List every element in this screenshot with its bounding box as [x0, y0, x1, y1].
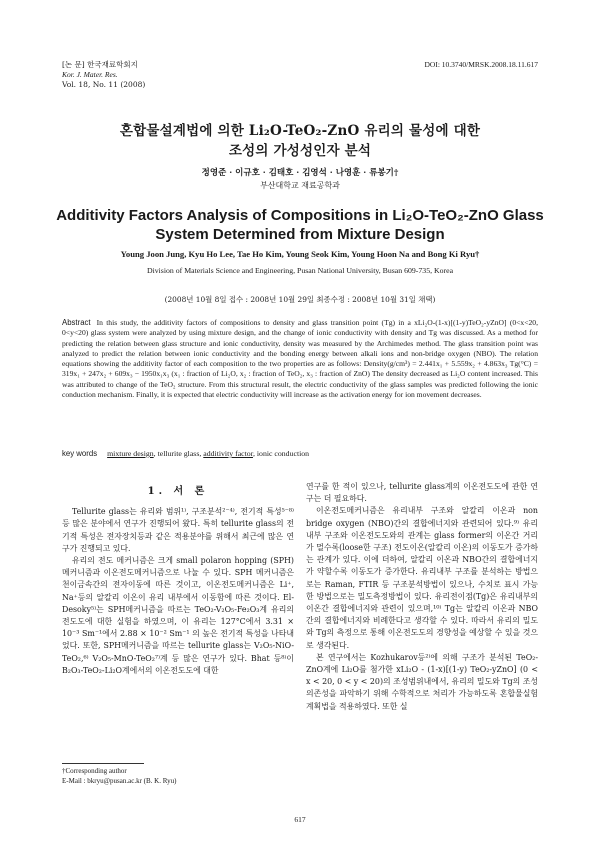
intro-paragraph-3: 연구를 한 적이 있으나, tellurite glass계의 이온전도도에 관한 연구는 더 필요하다. — [306, 482, 538, 504]
section-title-introduction: 1. 서 론 — [147, 486, 209, 497]
journal-volume: Vol. 18, No. 11 (2008) — [62, 80, 146, 89]
intro-paragraph-4: 이온전도메커니즘은 유리내부 구조와 알칼리 이온과 non bridge oxygen (NBO)간의 결합에너지와 관련되어 있다.⁹⁾ 유리내부 구조와 이온전도도와의 관계는 glass former의 이온간 거리가 멀수록(loose한 구조) 전도이온(알칼리 이온)의 이동도가 증가하는 관계가 있다. 이에 더하여, 알칼리 이온과 NBO간의 결합에너지가 약할수록 이동도가 증가한다. 유리내부 구조를 분석하는 방법으로는 Raman, FTIR 등 구조분석방법이 있으나, 수치로 표시 가능한 방법으로는 밀도측정방법이 있다. 유리전이점(Tg)은 유리내부의 이온간 결합에너지와 관련이 있으며,¹⁰⁾ Tg는 알칼리 이온과 NBO간의 결합에너지와 비례한다고 생각할 수 있다. 따라서 유리의 밀도와 Tg의 측정으로 통해 이온전도도의 경향성을 예상할 수 있을 것으로 생각된다. — [306, 506, 538, 650]
abstract-label: Abstract — [62, 318, 91, 327]
keyword-1: mixture design — [107, 449, 154, 458]
english-title-line2: System Determined from Mixture Design — [155, 226, 445, 243]
korean-authors: 정영준 · 이규호 · 김태호 · 김영석 · 나영훈 · 류봉기† — [201, 168, 399, 178]
keyword-3: additivity factor — [203, 449, 253, 458]
doi: DOI: 10.3740/MRSK.2008.18.11.617 — [424, 60, 538, 69]
journal-name-kr: [논 문] 한국재료학회지 — [62, 60, 138, 69]
korean-affiliation: 부산대학교 재료공학과 — [260, 181, 340, 190]
keywords-label: key words — [62, 449, 98, 458]
keywords: key words mixture design, tellurite glass, additivity factor, ionic conduction — [62, 449, 310, 458]
korean-title-line1: 혼합물설계법에 의한 Li₂O-TeO₂-ZnO 유리의 물성에 대한 — [119, 123, 481, 139]
journal-header — [62, 60, 145, 90]
english-title-line1: Additivity Factors Analysis of Compositions in Li₂O-TeO₂-ZnO Glass — [56, 207, 544, 224]
page-number: 617 — [294, 815, 306, 824]
footnote-email: E-Mail : bkryu@pusan.ac.kr (B. K. Ryu) — [62, 777, 177, 785]
footnote-corresponding: †Corresponding author — [62, 767, 127, 775]
footnote — [62, 766, 294, 786]
keyword-4: ionic conduction — [256, 449, 310, 458]
abstract-text: In this study, the additivity factors of compositions to density and glass transition point (Tg) in a xLi₂O-(1-x)[(1-y)TeO₂-yZnO] (0<x<20, 0<y<20) glass system were analyzed by using mixture design, and the change of ionic conductivity with density and Tg was discussed. As a method for predicting the relation between glass structure and ionic conductivity, density was measured by the Archimedes method. The glass transition point was analyzed to predict the relation between ionic conductivity and the bonding energy between alkali ions and non-bridge oxygen (NBO). The relation equations showing the additivity factor of each composition to the two properties are as follows: Density(g/cm³) = 2.441x₁ + 5.559x₂ + 4.863x₃ Tg(°C) = 319x₁ + 247x₂ + 609x₃ − 1950x₁x₃ (x₁ : fraction of Li₂O, x₂ : fraction of TeO₂, x₃ : fraction of ZnO) The density decreased as Li₂O content increased. This was attributed to change of the TeO₂ structure. From this structural result, the electric conductivity of the glass samples was predicted following the ionic conduction mechanism. Finally, it is expected that electric conductivity will increase as the activation energy for ion movement decreases. — [62, 318, 538, 400]
journal-name-en: Kor. J. Mater. Res. — [62, 70, 118, 79]
intro-paragraph-5: 본 연구에서는 Kozhukarov등²⁾에 의해 구조가 분석된 TeO₂-ZnO계에 Li₂O를 첨가한 xLi₂O - (1-x)[(1-y) TeO₂-yZnO] (0 < x < 20, 0 < y < 20)의 조성범위내에서, 유리의 밀도와 Tg의 조성 의존성을 파악하기 위해 수학적으로 처리가 가능하도록 혼합물실험계획법을 적용하였다. 또한 실 — [306, 652, 538, 711]
english-title — [50, 206, 550, 244]
left-column — [62, 484, 294, 677]
english-authors: Young Joon Jung, Kyu Ho Lee, Tae Ho Kim, Young Seok Kim, Young Hoon Na and Bong Ki Ryu† — [120, 249, 480, 259]
received-dates: (2008년 10월 8일 접수 : 2008년 10월 29일 최종수정 : 2008년 10월 31일 채택) — [164, 295, 436, 304]
korean-title-line2: 조성의 가성성인자 분석 — [228, 143, 372, 159]
right-column — [306, 481, 538, 713]
english-affiliation: Division of Materials Science and Engineering, Pusan National University, Busan 609-735, Korea — [146, 266, 454, 275]
abstract — [62, 318, 538, 400]
footnote-rule — [62, 763, 144, 764]
keyword-2: tellurite glass — [157, 449, 200, 458]
korean-title — [60, 121, 540, 161]
intro-paragraph-2: 유리의 전도 메커니즘은 크게 small polaron hopping (SPH) 메커니즘과 이온전도메커니즘으로 나눌 수 있다. SPH 메커니즘은 천이금속간의 전자이동에 따른 것이고, 이온전도메커니즘은 Li⁺, Na⁺등의 알칼리 이온이 유리 내부에서 이동함에 따른 것이다. El-Desoky⁵⁾는 SPH메커니즘을 따르는 TeO₂-V₂O₅-Fe₂O₃계 유리의 전도도에 대한 실험을 하였으며, 이 유리는 127°C에서 3.31 × 10⁻³ Sm⁻¹에서 2.88 × 10⁻² Sm⁻¹ 의 높은 전기적 특성을 나타내었다. 또한, SPH메커니즘을 따르는 tellurite glass는 V₂O₅-NiO-TeO₂,⁶⁾ V₂O₅-MnO-TeO₂⁷⁾계 등 많은 연구가 있다. Bhat 등⁸⁾이 B₂O₃-TeO₂-Li₂O계에서의 이온전도도에 대한 — [62, 556, 294, 675]
intro-paragraph-1: Tellurite glass는 유리와 범위¹⁾, 구조분석²⁻⁴⁾, 전기적 특성⁵⁻⁸⁾ 등 많은 분야에서 연구가 진행되어 왔다. 특히 tellurite glass의 전기적 특성은 전자장치등과 같은 적용분야를 위해서 최근에 많은 연구가 진행되고 있다. — [62, 507, 294, 553]
